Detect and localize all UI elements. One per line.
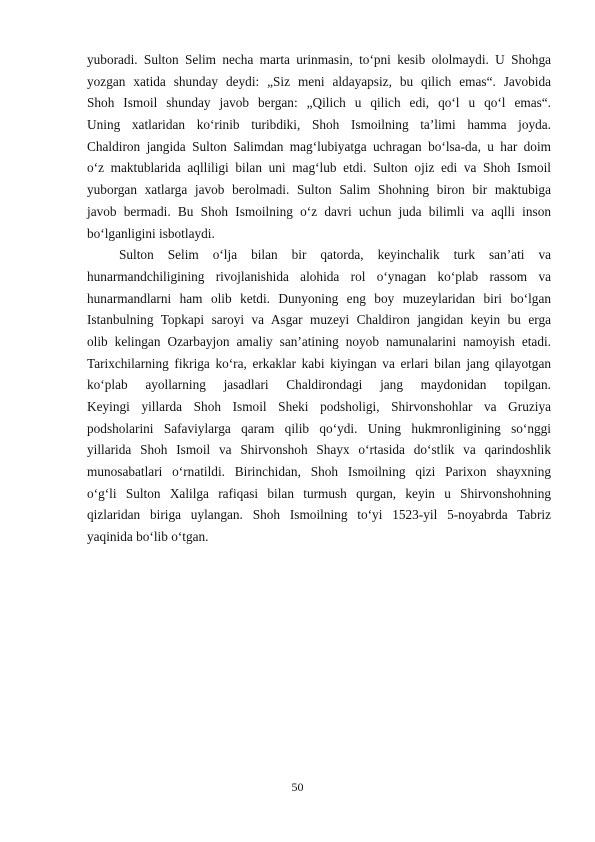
text-line: hunarmandchiligining rivojlanishida alohida rol o‘ynagan ko‘plab rassom va xyxy=(87,268,551,284)
text-line: yuboradi. Sulton Selim necha marta urinmasin, to‘pni kesib ololmaydi. U Shohga xyxy=(87,52,551,67)
text-line: podsholarini Safaviylarga qaram qilib qo‘ydi. Uning hukmronligining so‘nggi xyxy=(87,420,551,436)
text-line: Uning xatlaridan ko‘rinib turibdiki, Shoh Ismoilning ta’limi hamma joyda. xyxy=(87,117,551,133)
text-line: yaqinida bo‘lib o‘tgan. xyxy=(87,529,209,545)
text-line: Sulton Selim o‘lja bilan bir qatorda, keyinchalik turk san’ati va xyxy=(119,247,551,263)
text-line: yillarida Shoh Ismoil va Shirvonshoh Shayx o‘rtasida do‘stlik va qarindoshlik xyxy=(87,442,551,458)
text-line: Istanbulning Topkapi saroyi va Asgar muzeyi Chaldiron jangidan keyin bu erga xyxy=(87,312,551,328)
text-line: o‘z maktublarida aqlliligi bilan uni mag‘lub etdi. Sulton ojiz edi va Shoh Ismoil xyxy=(87,160,551,176)
text-line: yozgan xatida shunday deydi: „Siz meni aldayapsiz, bu qilich emas“. Javobida xyxy=(87,73,551,89)
text-line: Tarixchilarning fikriga ko‘ra, erkaklar kabi kiyingan va erlari bilan jang qilayotgan xyxy=(87,355,551,371)
text-line: Shoh Ismoil shunday javob bergan: „Qilich u qilich edi, qo‘l u qo‘l emas“. xyxy=(87,95,551,111)
text-line: Chaldiron jangida Sulton Salimdan mag‘lubiyatga uchragan bo‘lsa-da, u har doim xyxy=(87,138,551,154)
text-line: ko‘plab ayollarning jasadlari Chaldirondagi jang maydonidan topilgan. xyxy=(87,377,551,393)
text-line: qizlaridan biriga uylangan. Shoh Ismoilning to‘yi 1523-yil 5-noyabrda Tabriz xyxy=(87,507,551,523)
text-line: bo‘lganligini isbotlaydi. xyxy=(87,225,215,241)
text-line: javob bermadi. Bu Shoh Ismoilning o‘z davri uchun juda bilimli va aqlli inson xyxy=(87,203,551,219)
text-line: Keyingi yillarda Shoh Ismoil Sheki podsholigi, Shirvonshohlar va Gruziya xyxy=(87,399,551,414)
text-line: olib kelingan Ozarbayjon amaliy san’atining noyob namunalarini namoyish etadi. xyxy=(87,333,551,349)
page-number: 50 xyxy=(291,780,304,794)
text-line: yuborgan xatlarga javob berolmadi. Sulton Salim Shohning biron bir maktubiga xyxy=(87,182,551,198)
body-text xyxy=(87,49,551,548)
text-line: hunarmandlarni ham olib ketdi. Dunyoning eng boy muzeylaridan biri bo‘lgan xyxy=(87,290,551,306)
text-line: munosabatlari o‘rnatildi. Birinchidan, Shoh Ismoilning qizi Parixon shayxning xyxy=(87,464,551,480)
text-line: o‘g‘li Sulton Xalilga rafiqasi bilan turmush qurgan, keyin u Shirvonshohning xyxy=(87,485,551,501)
